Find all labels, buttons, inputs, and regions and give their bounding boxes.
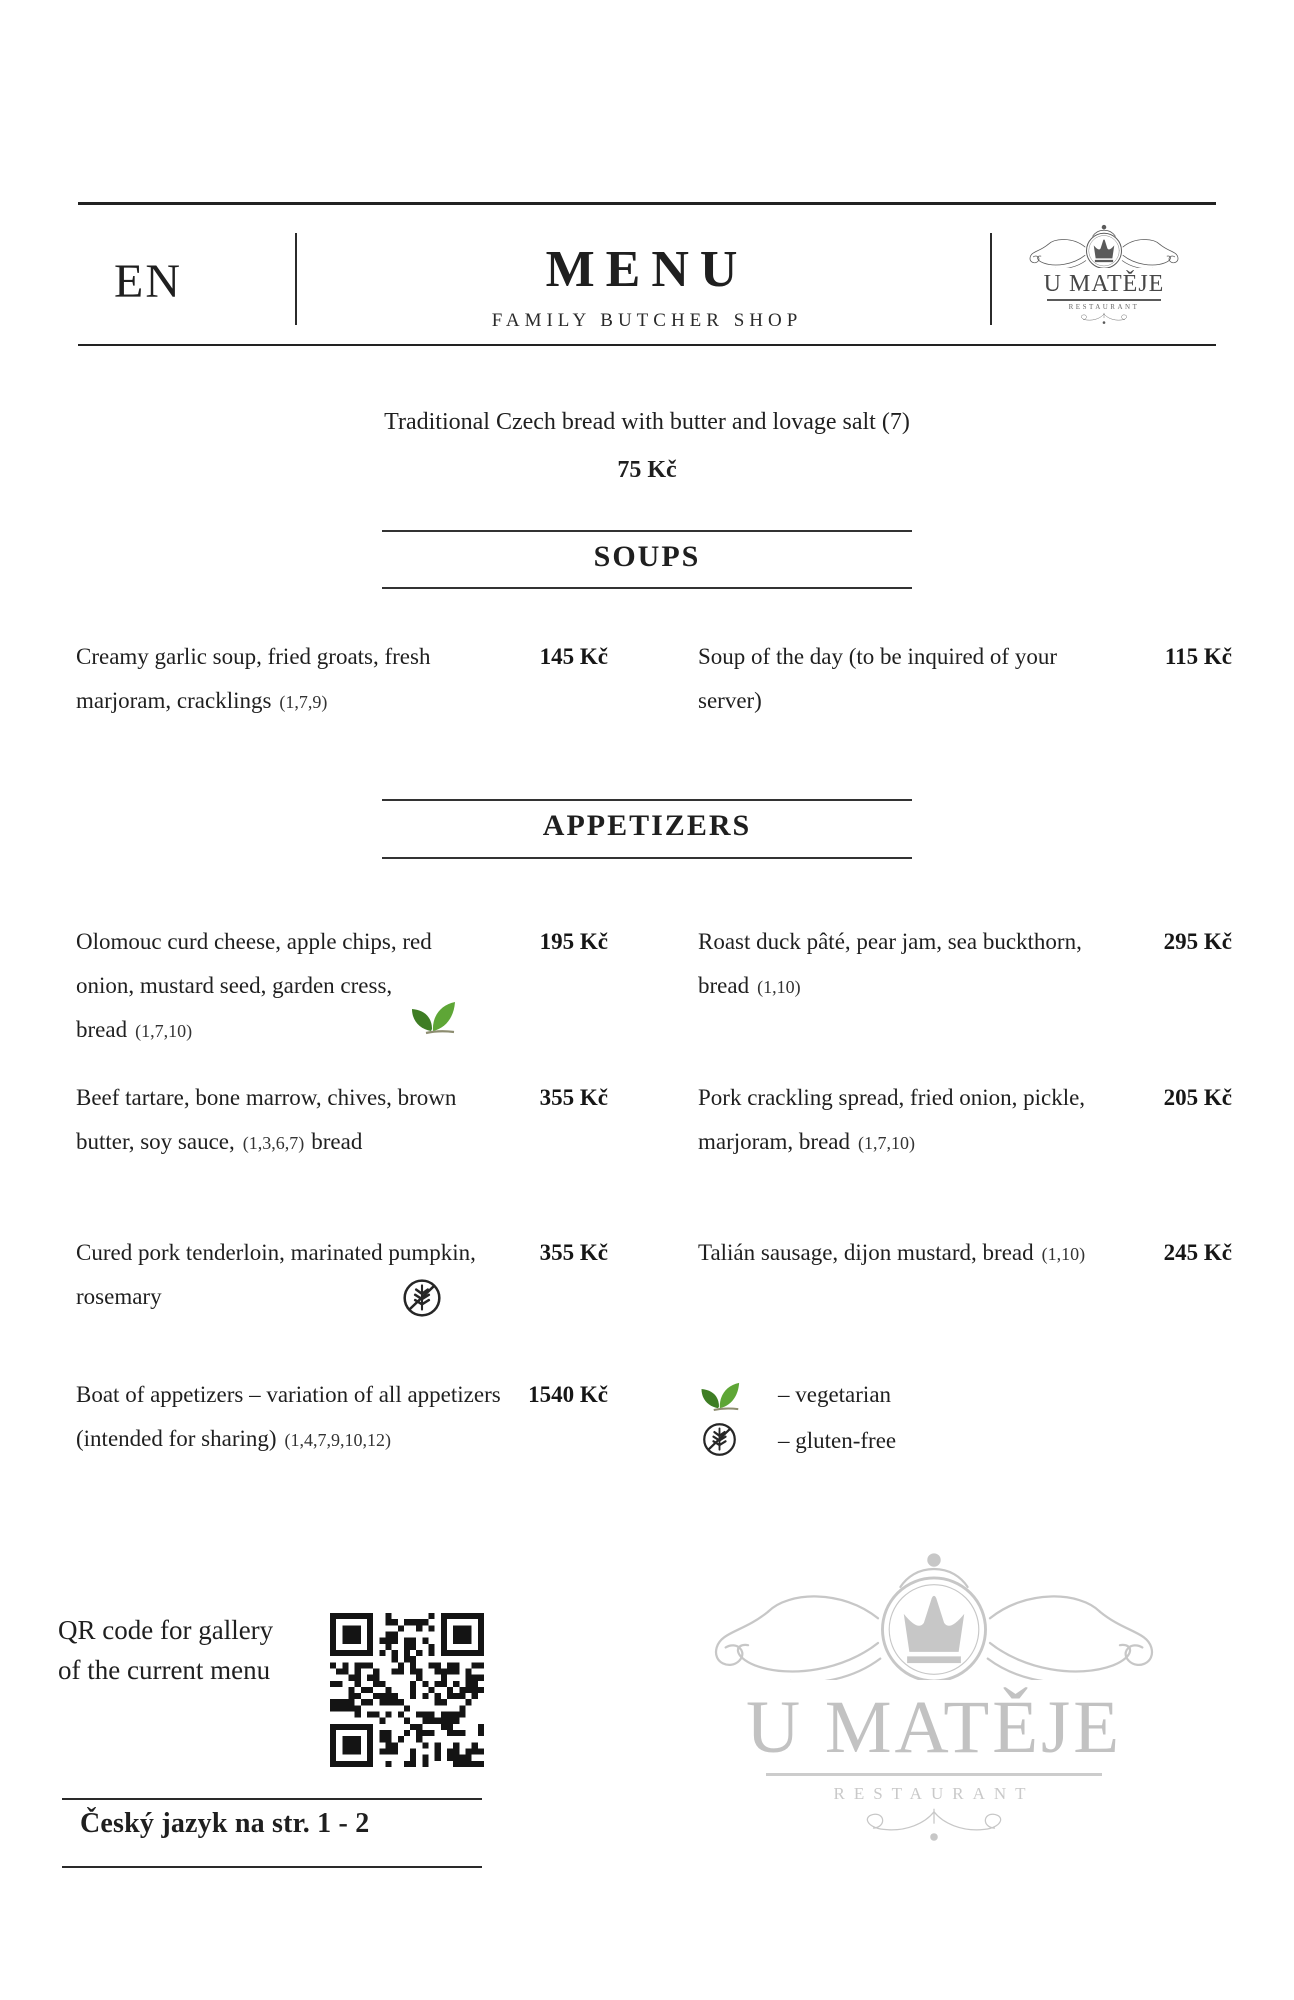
- top-rule: [78, 202, 1216, 205]
- vegetarian-icon: [698, 1379, 740, 1413]
- language-label: EN: [114, 255, 182, 308]
- gluten-free-icon: [701, 1421, 738, 1458]
- item-allergens: (1,10): [757, 977, 801, 997]
- qr-caption: [58, 1610, 273, 1690]
- restaurant-name: U MATĚJE: [1043, 271, 1165, 297]
- logo-divider: [766, 1773, 1102, 1776]
- item-price: 245 Kč: [1163, 1240, 1232, 1265]
- item-allergens: (1,3,6,7): [242, 1133, 305, 1153]
- menu-item-soup-of-day: [698, 635, 1098, 724]
- item-name: Creamy garlic soup, fried groats, fresh marjoram, cracklings: [76, 644, 431, 713]
- watermark-logo: [710, 1551, 1158, 1844]
- restaurant-logo: [1028, 224, 1180, 325]
- flourish-icon: [1061, 312, 1147, 325]
- item-allergens: (1,7,10): [857, 1133, 915, 1153]
- item-price: 145 Kč: [539, 644, 608, 669]
- intro-item-name: Traditional Czech bread with butter and lovage salt (7): [384, 409, 910, 435]
- footer-note: Český jazyk na str. 1 - 2: [80, 1808, 370, 1839]
- item-allergens: (1,10): [1041, 1244, 1086, 1264]
- item-name: Soup of the day (to be inquired of your server): [698, 644, 1057, 713]
- item-name: Talián sausage, dijon mustard, bread: [698, 1240, 1034, 1265]
- logo-divider: [1047, 299, 1161, 301]
- item-price: 295 Kč: [1163, 929, 1232, 954]
- item-name: Boat of appetizers – variation of all appetizers (intended for sharing): [76, 1382, 501, 1451]
- item-price: 205 Kč: [1163, 1085, 1232, 1110]
- item-allergens: (1,4,7,9,10,12): [284, 1430, 392, 1450]
- header-divider-right: [990, 233, 992, 325]
- legend-vegetarian: – vegetarian: [778, 1382, 892, 1407]
- item-price: 195 Kč: [539, 929, 608, 954]
- menu-item-beef-tartare: [76, 1076, 476, 1165]
- qr-caption-line2: of the current menu: [58, 1655, 271, 1685]
- page-subtitle: FAMILY BUTCHER SHOP: [491, 309, 803, 331]
- menu-item-duck-pate: [698, 920, 1098, 1009]
- legend-gluten-free: – gluten-free: [778, 1428, 897, 1453]
- crown-ornament-icon: [1028, 224, 1180, 268]
- vegetarian-icon: [408, 998, 456, 1036]
- menu-item-olomouc-cheese: [76, 920, 456, 1053]
- header-bottom-rule: [78, 344, 1216, 346]
- section-rule: [382, 587, 912, 589]
- menu-item-talian-sausage: [698, 1231, 1098, 1276]
- menu-item-crackling-spread: [698, 1076, 1098, 1165]
- gluten-free-icon: [401, 1277, 443, 1319]
- item-name-suffix: bread: [311, 1129, 363, 1154]
- header-divider-left: [295, 233, 297, 325]
- item-name: Beef tartare, bone marrow, chives, brown butter, soy sauce,: [76, 1085, 457, 1154]
- section-title-soups: SOUPS: [593, 540, 701, 573]
- flourish-icon: [808, 1806, 1060, 1844]
- footer-rule: [62, 1866, 482, 1868]
- item-price: 355 Kč: [539, 1240, 608, 1265]
- page-title: MENU: [545, 241, 749, 298]
- item-allergens: (1,7,10): [135, 1021, 193, 1041]
- item-price: 115 Kč: [1164, 644, 1232, 669]
- qr-code: [330, 1613, 484, 1767]
- item-name: Pork crackling spread, fried onion, pickle, marjoram, bread: [698, 1085, 1086, 1154]
- section-rule: [382, 530, 912, 532]
- header-title-block: [347, 243, 947, 332]
- section-rule: [382, 799, 912, 801]
- intro-item-price: 75 Kč: [617, 457, 677, 483]
- item-name: Olomouc curd cheese, apple chips, red onion, mustard seed, garden cress, bread: [76, 929, 432, 1042]
- footer-rule: [62, 1798, 482, 1800]
- item-price: 1540 Kč: [528, 1382, 608, 1407]
- crown-ornament-icon: [710, 1551, 1158, 1680]
- section-rule: [382, 857, 912, 859]
- restaurant-type: RESTAURANT: [833, 1784, 1035, 1803]
- qr-code-svg: [330, 1613, 484, 1767]
- restaurant-type: RESTAURANT: [1068, 302, 1140, 311]
- item-name: Roast duck pâté, pear jam, sea buckthorn, bread: [698, 929, 1082, 998]
- item-name: Cured pork tenderloin, marinated pumpkin, rosemary: [76, 1240, 476, 1309]
- menu-item-appetizer-boat: [76, 1373, 506, 1462]
- item-allergens: (1,7,9): [279, 692, 328, 712]
- section-title-appetizers: APPETIZERS: [542, 809, 752, 842]
- qr-caption-line1: QR code for gallery: [58, 1615, 274, 1645]
- menu-item-soup-garlic: [76, 635, 506, 724]
- item-price: 355 Kč: [539, 1085, 608, 1110]
- restaurant-name: U MATĚJE: [745, 1686, 1123, 1769]
